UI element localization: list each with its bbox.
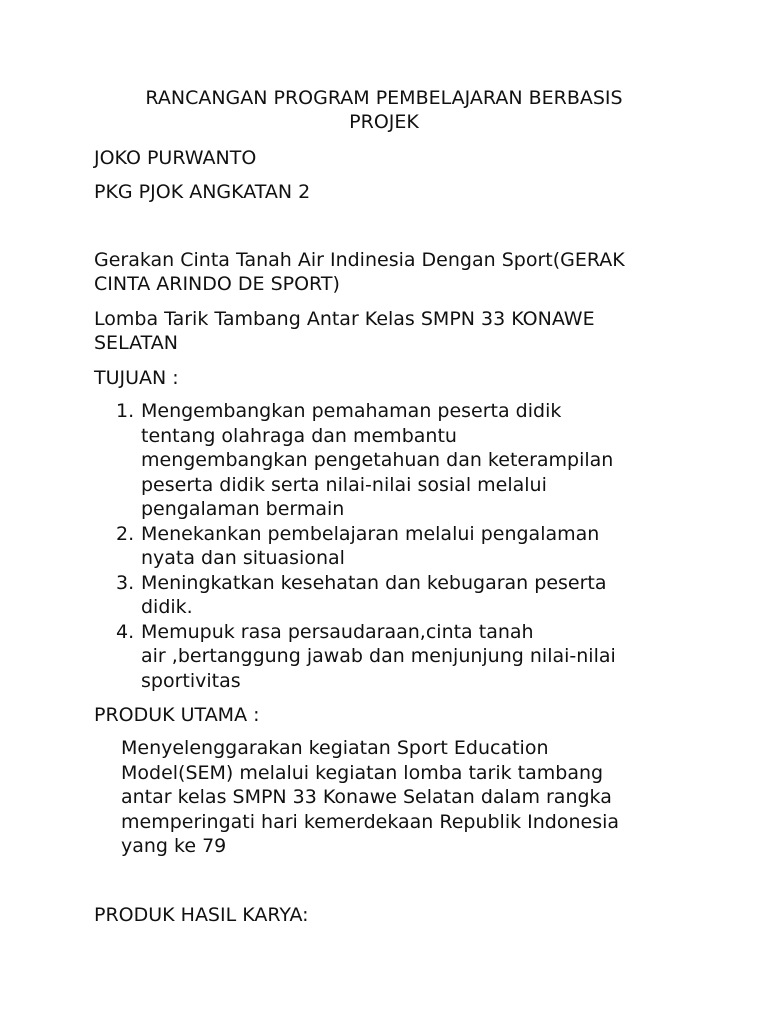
work-product-heading: PRODUK HASIL KARYA: bbox=[94, 904, 309, 926]
goal-text-line: pengalaman bermain bbox=[141, 498, 345, 520]
goal-item bbox=[94, 399, 694, 522]
goal-number: 4. bbox=[116, 620, 135, 643]
goal-text-line: Meningkatkan kesehatan dan kebugaran peserta bbox=[141, 571, 607, 594]
activity-text bbox=[94, 307, 694, 355]
goal-text-line: mengembangkan pengetahuan dan keterampilan bbox=[141, 449, 614, 471]
goal-item bbox=[94, 620, 694, 694]
activity-line-2: SELATAN bbox=[94, 332, 178, 354]
goal-number: 2. bbox=[116, 522, 135, 545]
title-line-1: RANCANGAN PROGRAM PEMBELAJARAN BERBASIS bbox=[145, 87, 623, 109]
document-title bbox=[100, 86, 668, 134]
goal-text-line: didik. bbox=[141, 596, 193, 618]
goal-text-line: nyata dan situasional bbox=[141, 547, 345, 569]
goal-text-line: tentang olahraga dan membantu bbox=[141, 424, 457, 447]
theme-line-1: Gerakan Cinta Tanah Air Indinesia Dengan Sport(GERAK bbox=[94, 249, 625, 271]
main-product-line: Model(SEM) melalui kegiatan lomba tarik tambang bbox=[121, 761, 604, 784]
goal-item bbox=[94, 522, 694, 571]
main-product-line: yang ke 79 bbox=[121, 835, 227, 857]
goals-heading: TUJUAN : bbox=[94, 367, 179, 389]
main-product-line: antar kelas SMPN 33 Konawe Selatan dalam rangka bbox=[121, 786, 612, 808]
main-product-heading: PRODUK UTAMA : bbox=[94, 704, 260, 726]
main-product-line: Menyelenggarakan kegiatan Sport Education bbox=[121, 737, 549, 759]
goal-text-line: Menekankan pembelajaran melalui pengalaman bbox=[141, 522, 600, 545]
goal-text-line: Memupuk rasa persaudaraan,cinta tanah bbox=[141, 620, 534, 643]
title-line-2: PROJEK bbox=[349, 111, 419, 133]
goal-number: 1. bbox=[116, 400, 135, 422]
program-name: PKG PJOK ANGKATAN 2 bbox=[94, 181, 311, 203]
activity-line-1: Lomba Tarik Tambang Antar Kelas SMPN 33 KONAWE bbox=[94, 308, 595, 330]
goal-text-line: sportivitas bbox=[141, 669, 241, 692]
goal-text-line: Mengembangkan pemahaman peserta didik bbox=[141, 400, 562, 422]
goal-item bbox=[94, 571, 694, 620]
theme-text bbox=[94, 248, 694, 296]
goal-number: 3. bbox=[116, 571, 135, 594]
main-product-text bbox=[121, 736, 701, 859]
author-name: JOKO PURWANTO bbox=[94, 147, 257, 169]
goal-text-line: peserta didik serta nilai-nilai sosial melalui bbox=[141, 473, 547, 496]
theme-line-2: CINTA ARINDO DE SPORT) bbox=[94, 273, 340, 295]
main-product-line: memperingati hari kemerdekaan Republik Indonesia bbox=[121, 810, 620, 833]
goal-text-line: air ,bertanggung jawab dan menjunjung nilai-nilai bbox=[141, 645, 616, 667]
goals-list bbox=[94, 399, 694, 693]
